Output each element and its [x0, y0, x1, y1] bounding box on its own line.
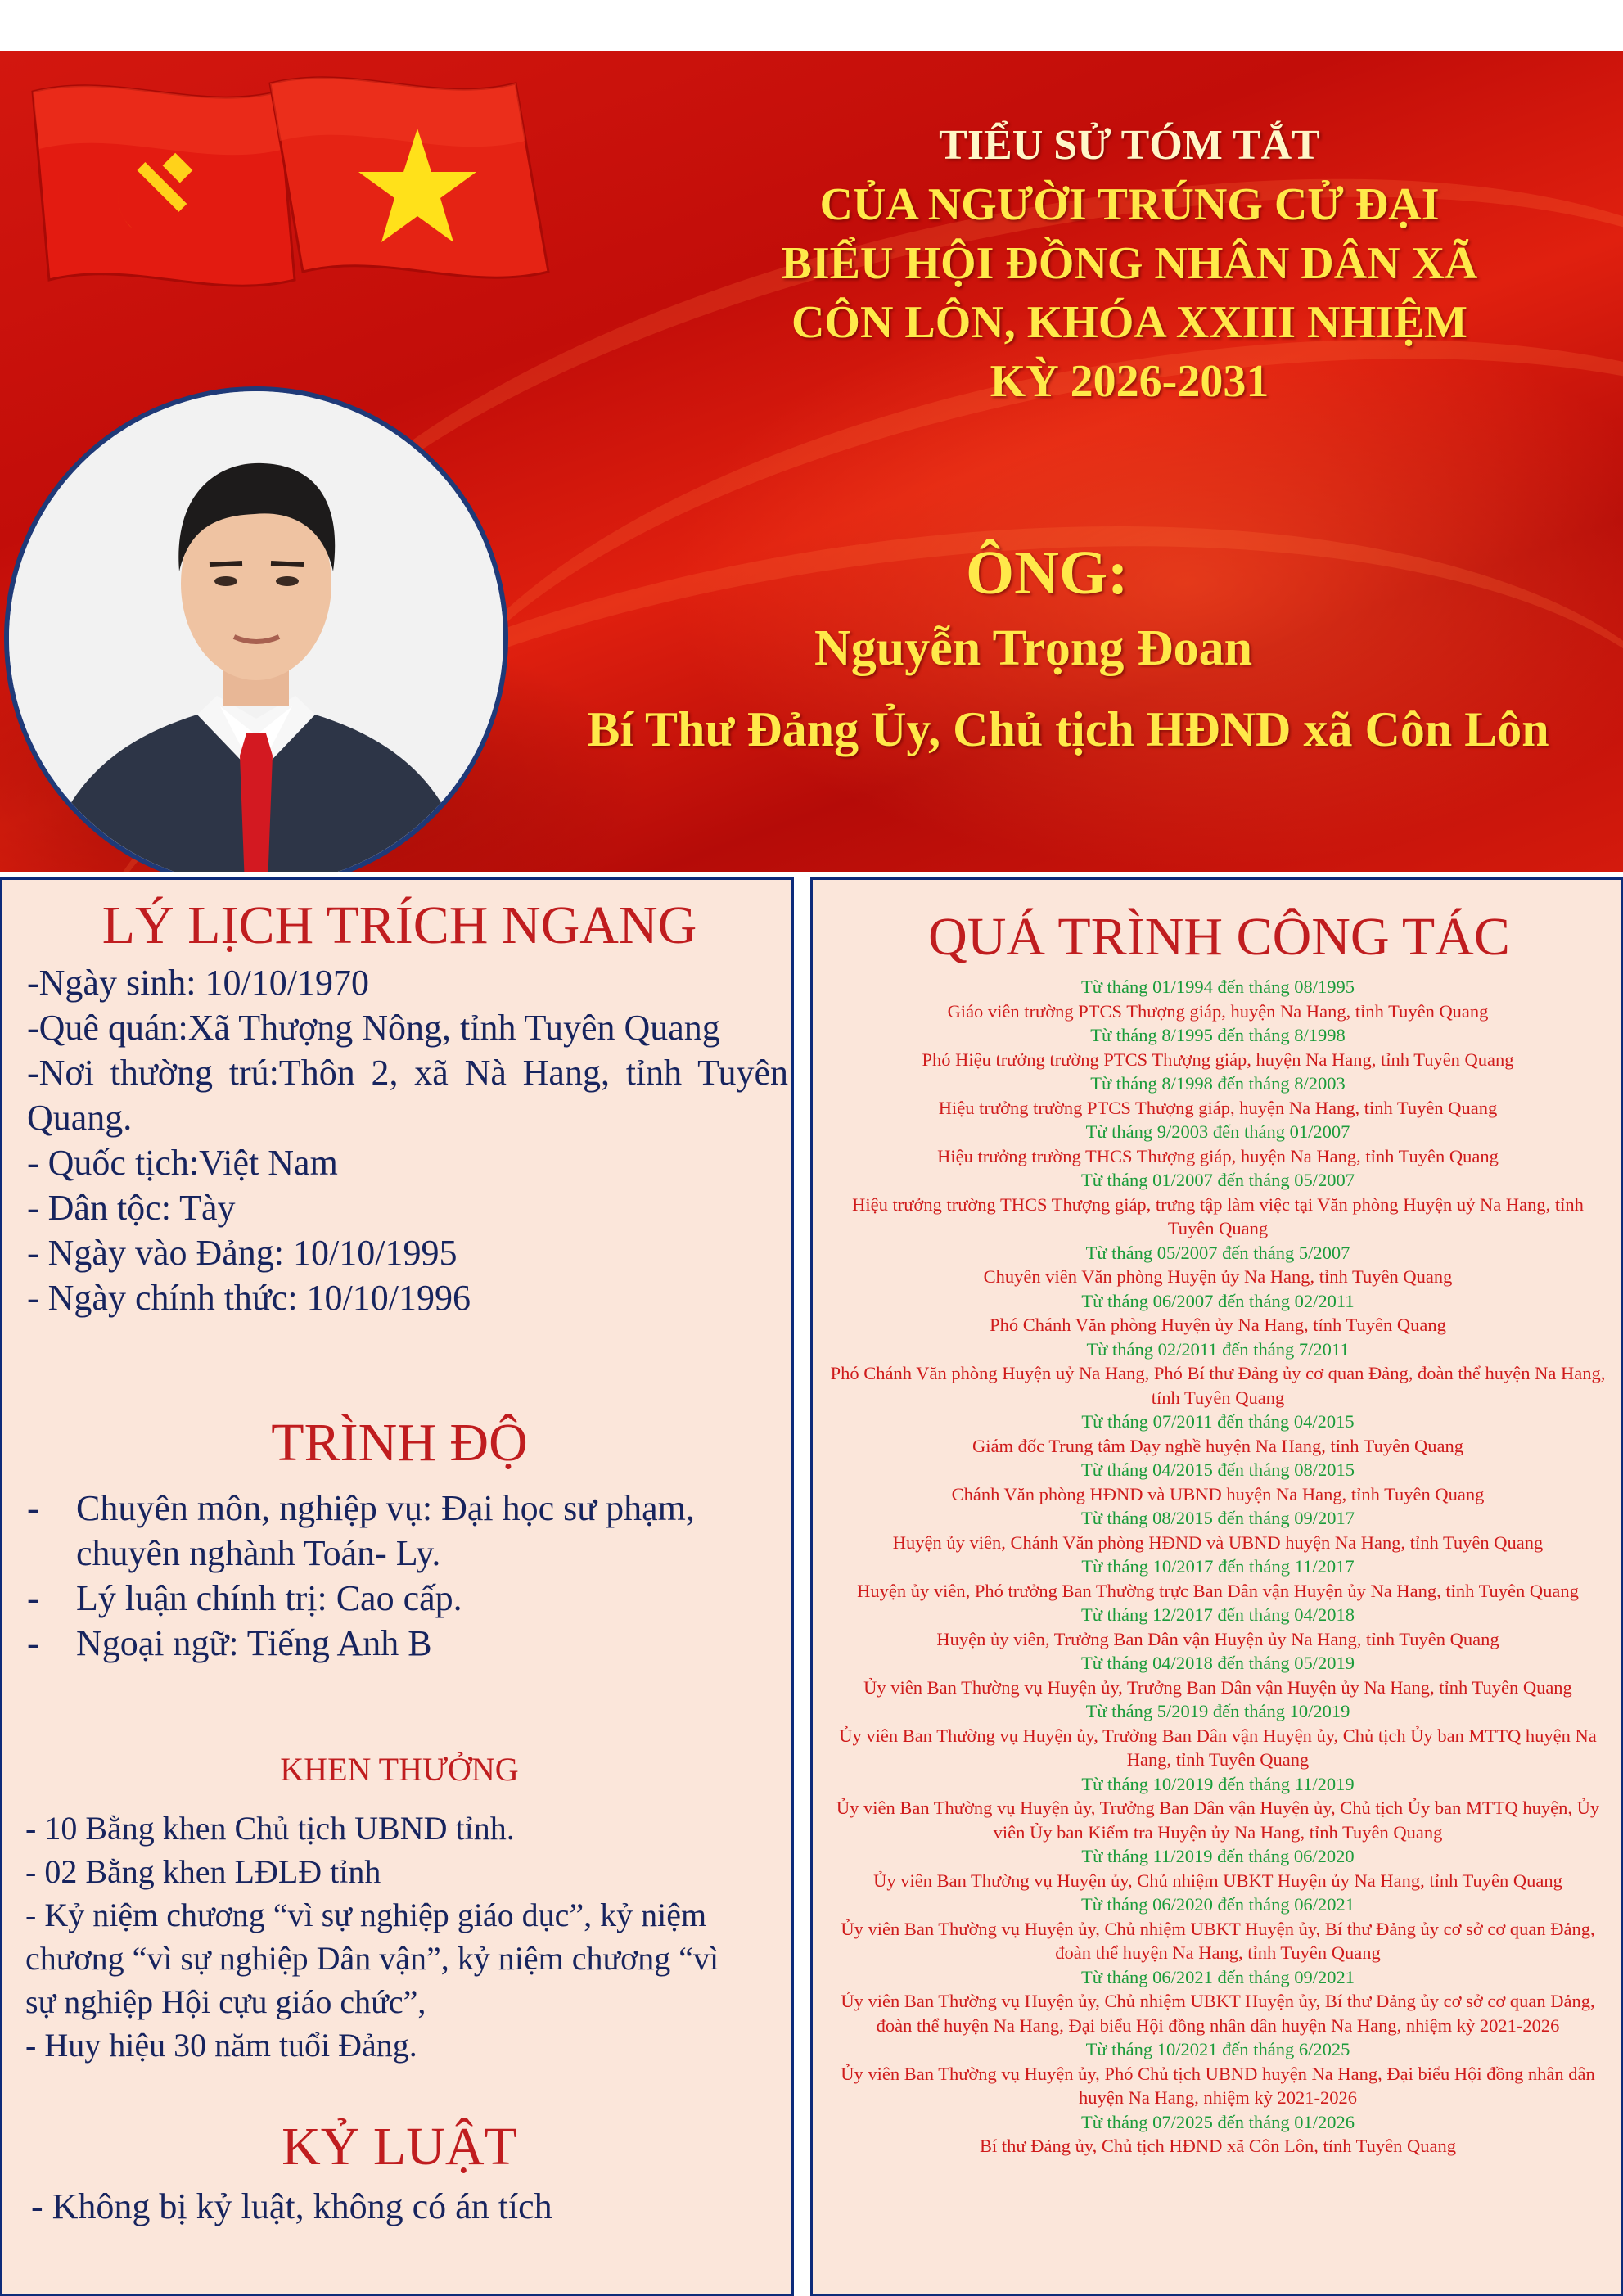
career-role: Chánh Văn phòng HĐND và UBND huyện Na Hang, tỉnh Tuyên Quang [951, 1483, 1485, 1504]
person-name: Nguyễn Trọng Đoan [814, 620, 1253, 676]
career-role: Chuyên viên Văn phòng Huyện ủy Na Hang, tỉnh Tuyên Quang [983, 1266, 1453, 1287]
bio-item-party-official: - Ngày chính thức: 10/10/1996 [27, 1278, 471, 1318]
career-role: Phó Chánh Văn phòng Huyện ủy Na Hang, tỉnh Tuyên Quang [990, 1315, 1446, 1335]
career-period: Từ tháng 01/1994 đến tháng 08/1995 [1080, 977, 1355, 997]
list-dash: - [27, 1623, 39, 1663]
career-period: Từ tháng 04/2015 đến tháng 08/2015 [1080, 1459, 1355, 1480]
career-list [829, 975, 1607, 2158]
career-period: Từ tháng 06/2021 đến tháng 09/2021 [1080, 1966, 1355, 1987]
career-role: Phó Chánh Văn phòng Huyện uỷ Na Hang, Phó Bí thư Đảng ủy cơ quan Đảng, đoàn thể huyện Na Hang, tỉnh Tuyên Quang [830, 1363, 1606, 1408]
education-item-text: Chuyên môn, nghiệp vụ: Đại học sư phạm, chuyên nghành Toán- Ly. [76, 1488, 695, 1573]
right-panel [810, 877, 1623, 2296]
career-period: Từ tháng 10/2019 đến tháng 11/2019 [1081, 1773, 1355, 1794]
career-role: Phó Hiệu trưởng trường PTCS Thượng giáp, huyện Na Hang, tỉnh Tuyên Quang [922, 1049, 1514, 1070]
flags-graphic [25, 75, 614, 345]
left-panel [0, 877, 794, 2296]
career-period: Từ tháng 11/2019 đến tháng 06/2020 [1081, 1846, 1355, 1866]
career-entry [829, 2110, 1607, 2158]
career-period: Từ tháng 12/2017 đến tháng 04/2018 [1080, 1604, 1355, 1625]
career-entry [829, 1120, 1607, 1168]
title-line-5: KỲ 2026-2031 [990, 356, 1269, 407]
career-entry [829, 1071, 1607, 1120]
education-list [27, 1486, 788, 1666]
career-entry [829, 1506, 1607, 1554]
career-entry [829, 1772, 1607, 1845]
award-item: - Huy hiệu 30 năm tuổi Đảng. [25, 2027, 417, 2064]
honorific: ÔNG: [966, 539, 1129, 607]
career-role: Huyện ủy viên, Chánh Văn phòng HĐND và UBND huyện Na Hang, tỉnh Tuyên Quang [892, 1531, 1544, 1553]
education-heading: TRÌNH ĐỘ [271, 1413, 528, 1473]
award-item: - 02 Bằng khen LĐLĐ tỉnh [25, 1853, 381, 1890]
education-item [27, 1621, 788, 1666]
bio-list [27, 960, 788, 1320]
education-item-text: Lý luận chính trị: Cao cấp. [76, 1578, 462, 1618]
career-entry [829, 1337, 1607, 1410]
career-period: Từ tháng 5/2019 đến tháng 10/2019 [1085, 1701, 1350, 1721]
career-role: Hiệu trưởng trường THCS Thượng giáp, huyện Na Hang, tỉnh Tuyên Quang [937, 1145, 1499, 1166]
title-line-2: CỦA NGƯỜI TRÚNG CỬ ĐẠI [819, 179, 1440, 230]
education-item [27, 1486, 788, 1576]
career-entry [829, 1554, 1607, 1603]
portrait-illustration [9, 391, 503, 872]
bio-item-residence: -Nơi thường trú:Thôn 2, xã Nà Hang, tỉnh Tuyên Quang. [27, 1053, 788, 1138]
title-line-1: TIỂU SỬ TÓM TẮT [939, 122, 1320, 169]
bio-heading: LÝ LỊCH TRÍCH NGANG [101, 895, 697, 955]
title-line-3: BIỂU HỘI ĐỒNG NHÂN DÂN XÃ [781, 238, 1478, 289]
career-role: Huyện ủy viên, Trưởng Ban Dân vận Huyện ủy Na Hang, tỉnh Tuyên Quang [936, 1628, 1499, 1649]
career-role: Hiệu trưởng trường THCS Thượng giáp, trưng tập làm việc tại Văn phòng Huyện uỷ Na Hang, tỉnh Tuyên Quang [852, 1193, 1584, 1238]
discipline-heading: KỶ LUẬT [282, 2117, 517, 2176]
career-period: Từ tháng 8/1998 đến tháng 8/2003 [1090, 1073, 1346, 1094]
bio-item-party-entry: - Ngày vào Đảng: 10/10/1995 [27, 1233, 458, 1273]
list-dash: - [27, 1488, 39, 1528]
career-role: Ủy viên Ban Thường vụ Huyện ủy, Trưởng Ban Dân vận Huyện ủy Na Hang, tỉnh Tuyên Quang [863, 1676, 1572, 1698]
career-role: Ủy viên Ban Thường vụ Huyện ủy, Chủ nhiệm UBKT Huyện ủy, Bí thư Đảng ủy cơ sở cơ quan Đảng, đoàn thể huyện Na Hang, Đại biểu Hội đồng nhân dân huyện Na Hang, nhiệm kỳ 2021-2026 [841, 1991, 1595, 2036]
career-role: Ủy viên Ban Thường vụ Huyện ủy, Trưởng Ban Dân vận Huyện ủy, Chủ tịch Ủy ban MTTQ huyện Na Hang, tỉnh Tuyên Quang [839, 1725, 1597, 1770]
career-role: Bí thư Đảng ủy, Chủ tịch HĐND xã Côn Lôn, tỉnh Tuyên Quang [980, 2136, 1456, 2156]
bio-item-nationality: - Quốc tịch:Việt Nam [27, 1143, 338, 1183]
career-role: Ủy viên Ban Thường vụ Huyện ủy, Phó Chủ tịch UBND huyện Na Hang, Đại biểu Hội đồng nhân dân huyện Na Hang, nhiệm kỳ 2021-2026 [841, 2063, 1595, 2108]
career-entry [829, 1965, 1607, 2038]
career-entry [829, 1289, 1607, 1337]
portrait-photo [4, 386, 508, 872]
career-period: Từ tháng 06/2007 đến tháng 02/2011 [1081, 1290, 1355, 1311]
career-entry [829, 1458, 1607, 1506]
education-item [27, 1576, 788, 1621]
title-block [638, 116, 1621, 411]
career-period: Từ tháng 10/2017 đến tháng 11/2017 [1081, 1556, 1355, 1577]
career-entry [829, 1844, 1607, 1892]
title-line-4: CÔN LÔN, KHÓA XXIII NHIỆM [791, 297, 1468, 348]
career-entry [829, 1241, 1607, 1289]
award-item: - Kỷ niệm chương “vì sự nghiệp giáo dục”, kỷ niệm chương “vì sự nghiệp Dân vận”, kỷ niệm chương “vì sự nghiệp Hội cựu giáo chức”, [25, 1897, 719, 2020]
career-entry [829, 975, 1607, 1023]
career-entry [829, 1023, 1607, 1071]
list-dash: - [27, 1578, 39, 1618]
bio-item-hometown: -Quê quán:Xã Thượng Nông, tỉnh Tuyên Quang [27, 1008, 720, 1048]
career-role: Giám đốc Trung tâm Dạy nghề huyện Na Hang, tỉnh Tuyên Quang [972, 1435, 1463, 1456]
awards-list [25, 1807, 754, 2067]
career-entry [829, 1168, 1607, 1241]
career-period: Từ tháng 01/2007 đến tháng 05/2007 [1080, 1170, 1355, 1190]
award-item: - 10 Bằng khen Chủ tịch UBND tỉnh. [25, 1810, 515, 1847]
career-heading: QUÁ TRÌNH CÔNG TÁC [928, 907, 1510, 967]
career-entry [829, 1892, 1607, 1965]
career-role: Hiệu trưởng trường PTCS Thượng giáp, huyện Na Hang, tỉnh Tuyên Quang [938, 1097, 1498, 1118]
career-entry [829, 1699, 1607, 1772]
career-period: Từ tháng 8/1995 đến tháng 8/1998 [1090, 1025, 1346, 1045]
career-role: Ủy viên Ban Thường vụ Huyện ủy, Chủ nhiệm UBKT Huyện ủy Na Hang, tỉnh Tuyên Quang [873, 1870, 1562, 1891]
career-period: Từ tháng 04/2018 đến tháng 05/2019 [1080, 1653, 1355, 1673]
career-period: Từ tháng 02/2011 đến tháng 7/2011 [1086, 1338, 1350, 1360]
career-role: Huyện ủy viên, Phó trưởng Ban Thường trực Ban Dân vận Huyện ủy Na Hang, tỉnh Tuyên Quang [857, 1580, 1579, 1601]
career-entry [829, 1651, 1607, 1699]
career-entry [829, 2037, 1607, 2110]
career-entry [829, 1603, 1607, 1651]
education-item-text: Ngoại ngữ: Tiếng Anh B [76, 1623, 432, 1663]
bio-item-ethnicity: - Dân tộc: Tày [27, 1188, 236, 1228]
career-entry [829, 1410, 1607, 1458]
header-banner [0, 51, 1623, 872]
career-period: Từ tháng 07/2011 đến tháng 04/2015 [1081, 1411, 1355, 1432]
career-period: Từ tháng 10/2021 đến tháng 6/2025 [1085, 2039, 1350, 2059]
discipline-text: - Không bị kỷ luật, không có án tích [31, 2186, 552, 2226]
career-period: Từ tháng 08/2015 đến tháng 09/2017 [1080, 1508, 1355, 1528]
career-role: Giáo viên trường PTCS Thượng giáp, huyện Na Hang, tỉnh Tuyên Quang [947, 1000, 1489, 1022]
career-period: Từ tháng 05/2007 đến tháng 5/2007 [1085, 1242, 1350, 1263]
career-period: Từ tháng 07/2025 đến tháng 01/2026 [1080, 2111, 1355, 2132]
bio-item-birthdate: -Ngày sinh: 10/10/1970 [27, 963, 369, 1003]
career-role: Ủy viên Ban Thường vụ Huyện ủy, Chủ nhiệm UBKT Huyện ủy, Bí thư Đảng ủy cơ sở cơ quan Đảng, đoàn thể huyện Na Hang, tỉnh Tuyên Quang [841, 1918, 1595, 1963]
career-period: Từ tháng 9/2003 đến tháng 01/2007 [1085, 1121, 1350, 1142]
awards-heading: KHEN THƯỞNG [280, 1751, 519, 1788]
career-role: Ủy viên Ban Thường vụ Huyện ủy, Trưởng Ban Dân vận Huyện ủy, Chủ tịch Ủy ban MTTQ huyện, Ủy viên Ủy ban Kiểm tra Huyện ủy Na Hang, tỉnh Tuyên Quang [836, 1798, 1600, 1843]
person-position: Bí Thư Đảng Ủy, Chủ tịch HĐND xã Côn Lôn [587, 702, 1549, 756]
career-period: Từ tháng 06/2020 đến tháng 06/2021 [1080, 1894, 1355, 1915]
